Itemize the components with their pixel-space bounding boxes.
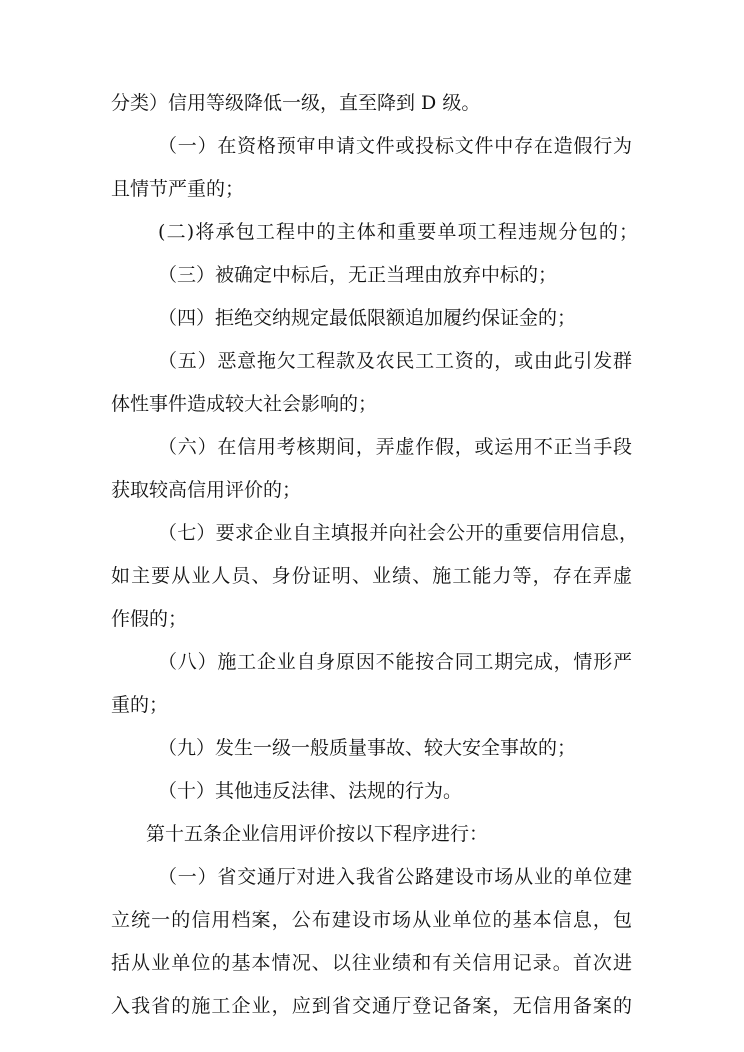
text-line: （一）在资格预审申请文件或投标文件中存在造假行为	[158, 135, 632, 157]
text-line: （十）其他违反法律、法规的行为。	[158, 780, 463, 802]
text-line: （一）省交通厅对进入我省公路建设市场从业的单位建	[158, 866, 632, 888]
text-line: 入我省的施工企业，应到省交通厅登记备案，无信用备案的	[111, 995, 632, 1017]
text-line: （五）恶意拖欠工程款及农民工工资的，或由此引发群	[158, 350, 632, 372]
text-line: （三）被确定中标后，无正当理由放弃中标的；	[158, 264, 558, 286]
text-line: 分类）信用等级降低一级，直至降到 D 级。	[111, 92, 481, 114]
text-line: （四）拒绝交纳规定最低限额追加履约保证金的；	[158, 307, 577, 329]
text-line: 作假的；	[111, 608, 188, 630]
text-line: 体性事件造成较大社会影响的；	[111, 393, 378, 415]
text-line: 括从业单位的基本情况、以往业绩和有关信用记录。首次进	[111, 952, 632, 974]
text-line: 重的；	[111, 694, 169, 716]
text-line: （七）要求企业自主填报并向社会公开的重要信用信息，	[158, 522, 638, 544]
text-line: 如主要从业人员、身份证明、业绩、施工能力等，存在弄虚	[111, 565, 632, 587]
text-line: （八）施工企业自身原因不能按合同工期完成，情形严	[158, 651, 632, 673]
text-line: （九）发生一级一般质量事故、较大安全事故的；	[158, 737, 577, 759]
text-line: 立统一的信用档案，公布建设市场从业单位的基本信息，包	[111, 909, 632, 931]
text-line: (二)将承包工程中的主体和重要单项工程违规分包的；	[158, 221, 638, 243]
text-line: 且情节严重的；	[111, 178, 245, 200]
article-heading: 第十五条企业信用评价按以下程序进行：	[146, 823, 489, 845]
text-line: 获取较高信用评价的；	[111, 479, 302, 501]
text-line: （六）在信用考核期间，弄虚作假，或运用不正当手段	[158, 436, 632, 458]
